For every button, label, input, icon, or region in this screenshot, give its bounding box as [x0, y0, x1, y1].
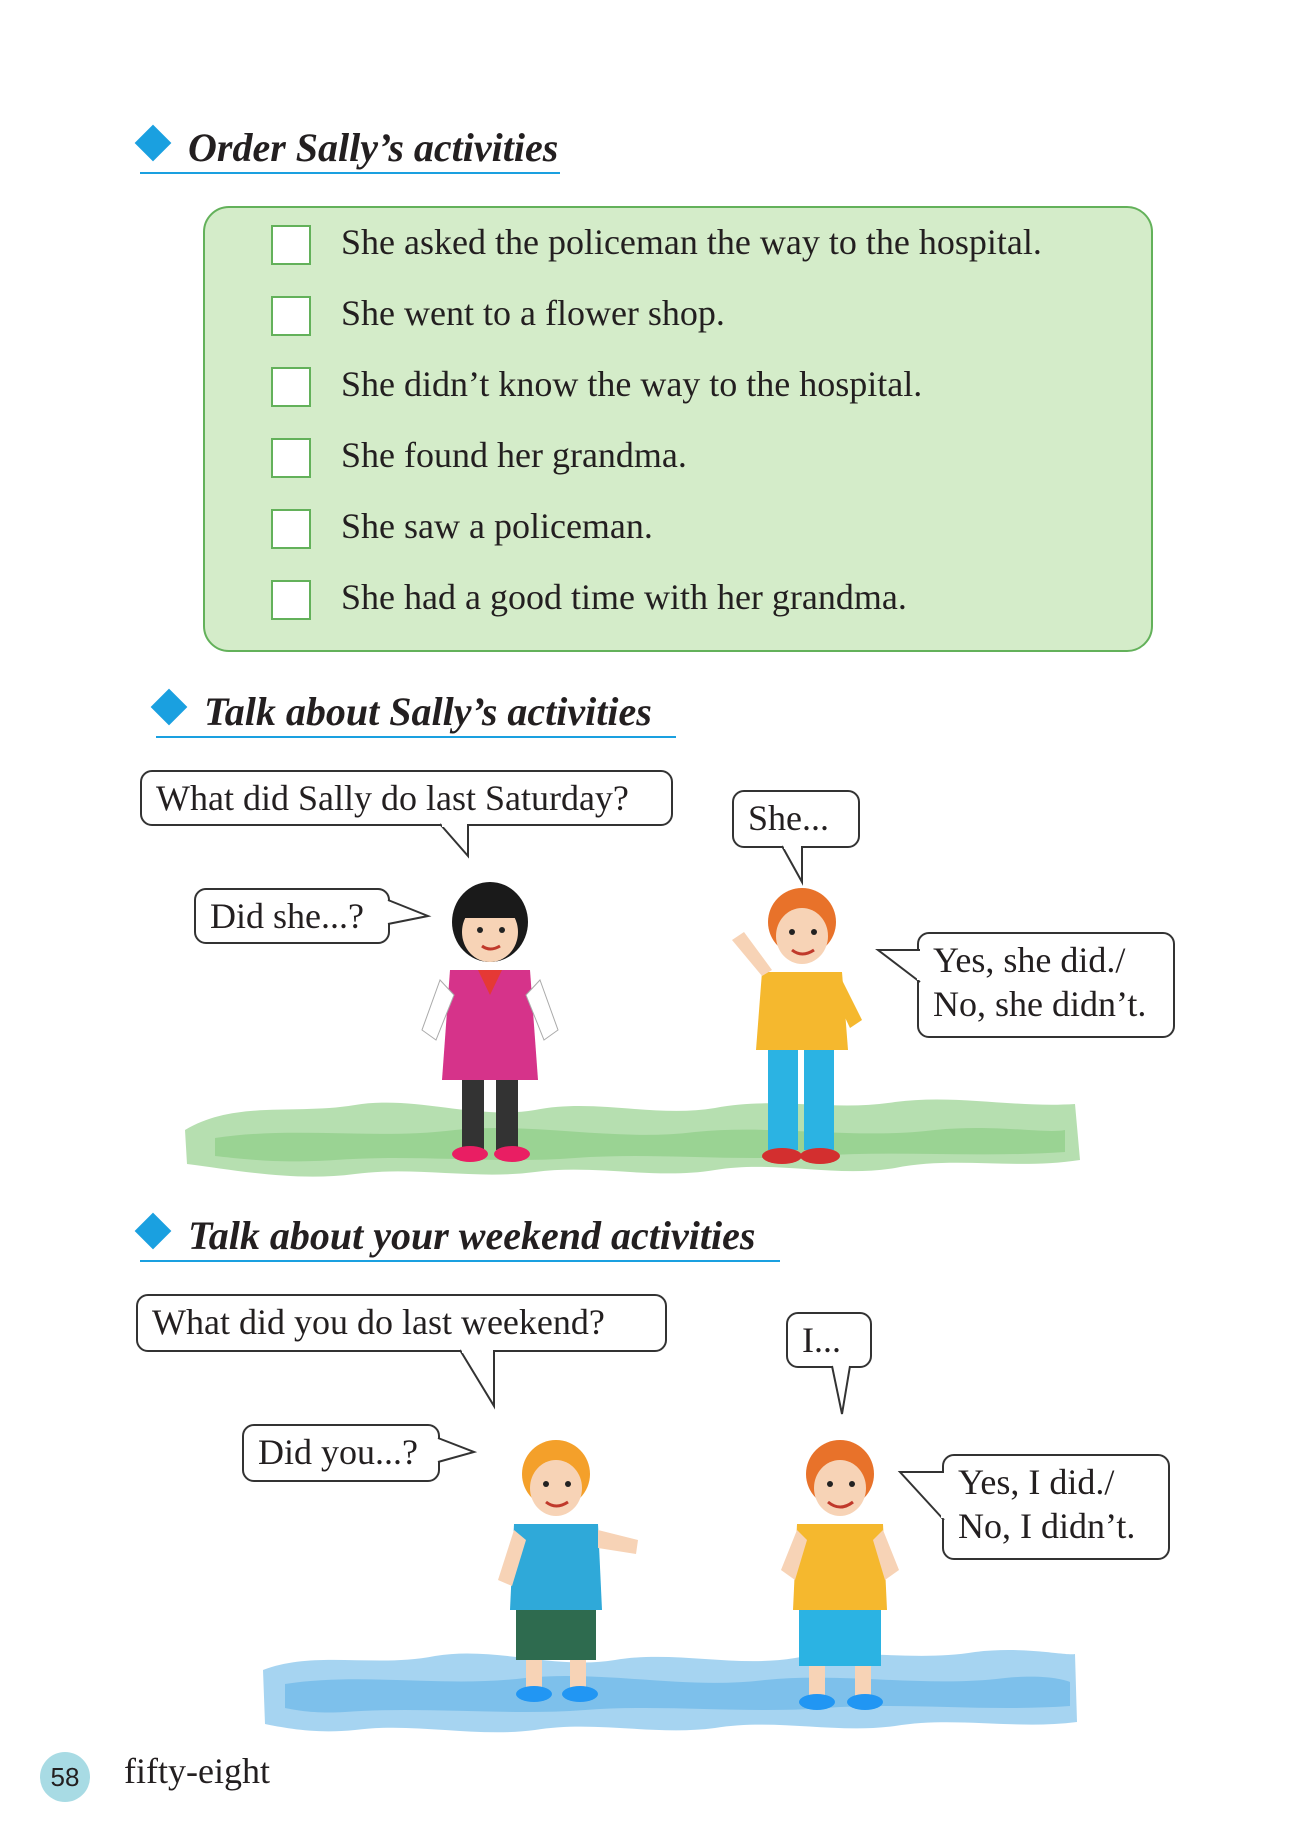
title-underline	[140, 1260, 780, 1262]
bubble-text-yes: Yes, I did./	[958, 1462, 1115, 1502]
boy-illustration	[722, 880, 872, 1170]
speech-bubble-reply	[942, 1454, 1170, 1560]
order-item-text: She went to a flower shop.	[341, 293, 725, 333]
diamond-icon	[151, 689, 188, 726]
bubble-text-no: No, I didn’t.	[958, 1506, 1136, 1546]
bubble-text-no: No, she didn’t.	[933, 984, 1147, 1024]
bubble-text: What did you do last weekend?	[152, 1302, 605, 1342]
bubble-text: She...	[748, 798, 829, 838]
section-header-weekend	[140, 1212, 780, 1264]
bubble-text: Did she...?	[210, 896, 364, 936]
section-header-sally	[156, 688, 676, 740]
bubble-tail	[898, 1470, 946, 1526]
speech-bubble-reply	[917, 932, 1175, 1038]
order-checkbox[interactable]	[271, 580, 311, 620]
bubble-tail	[458, 1348, 498, 1410]
order-checkbox[interactable]	[271, 367, 311, 407]
bubble-text: What did Sally do last Saturday?	[156, 778, 629, 818]
page-number-word: fifty-eight	[124, 1751, 270, 1791]
order-item-text: She had a good time with her grandma.	[341, 577, 907, 617]
bubble-tail	[780, 844, 810, 886]
speech-bubble-question	[140, 770, 673, 826]
bubble-tail	[386, 896, 432, 930]
page-number-badge: 58	[40, 1752, 90, 1802]
section-title: Order Sally’s activities	[188, 125, 559, 170]
speech-bubble-answer	[786, 1312, 872, 1368]
order-checkbox[interactable]	[271, 438, 311, 478]
bubble-tail	[438, 822, 478, 862]
order-activities-box	[203, 206, 1153, 652]
bubble-tail	[830, 1364, 854, 1418]
diamond-icon	[135, 125, 172, 162]
order-item-text: She saw a policeman.	[341, 506, 653, 546]
section-title: Talk about your weekend activities	[188, 1213, 756, 1258]
speech-bubble-question	[136, 1294, 667, 1352]
girl-sally-illustration	[420, 870, 560, 1170]
title-underline	[156, 736, 676, 738]
order-checkbox[interactable]	[271, 296, 311, 336]
bubble-text-yes: Yes, she did./	[933, 940, 1126, 980]
order-item-text: She asked the policeman the way to the hospital.	[341, 222, 1042, 262]
bubble-text: Did you...?	[258, 1432, 418, 1472]
boy-illustration	[765, 1430, 915, 1720]
diamond-icon	[135, 1213, 172, 1250]
speech-bubble-check-question	[194, 888, 390, 944]
order-checkbox[interactable]	[271, 509, 311, 549]
grass-ground	[175, 1060, 1095, 1200]
speech-bubble-check-question	[242, 1424, 440, 1482]
order-checkbox[interactable]	[271, 225, 311, 265]
bubble-text: I...	[802, 1320, 841, 1360]
order-item-text: She didn’t know the way to the hospital.	[341, 364, 923, 404]
speech-bubble-answer	[732, 790, 860, 848]
section-header-order	[140, 124, 560, 176]
bubble-tail	[876, 948, 922, 988]
order-item-text: She found her grandma.	[341, 435, 687, 475]
boy-illustration	[488, 1430, 648, 1710]
blue-ground	[255, 1610, 1085, 1750]
title-underline	[140, 172, 560, 174]
section-title: Talk about Sally’s activities	[204, 689, 652, 734]
bubble-tail	[436, 1434, 478, 1468]
